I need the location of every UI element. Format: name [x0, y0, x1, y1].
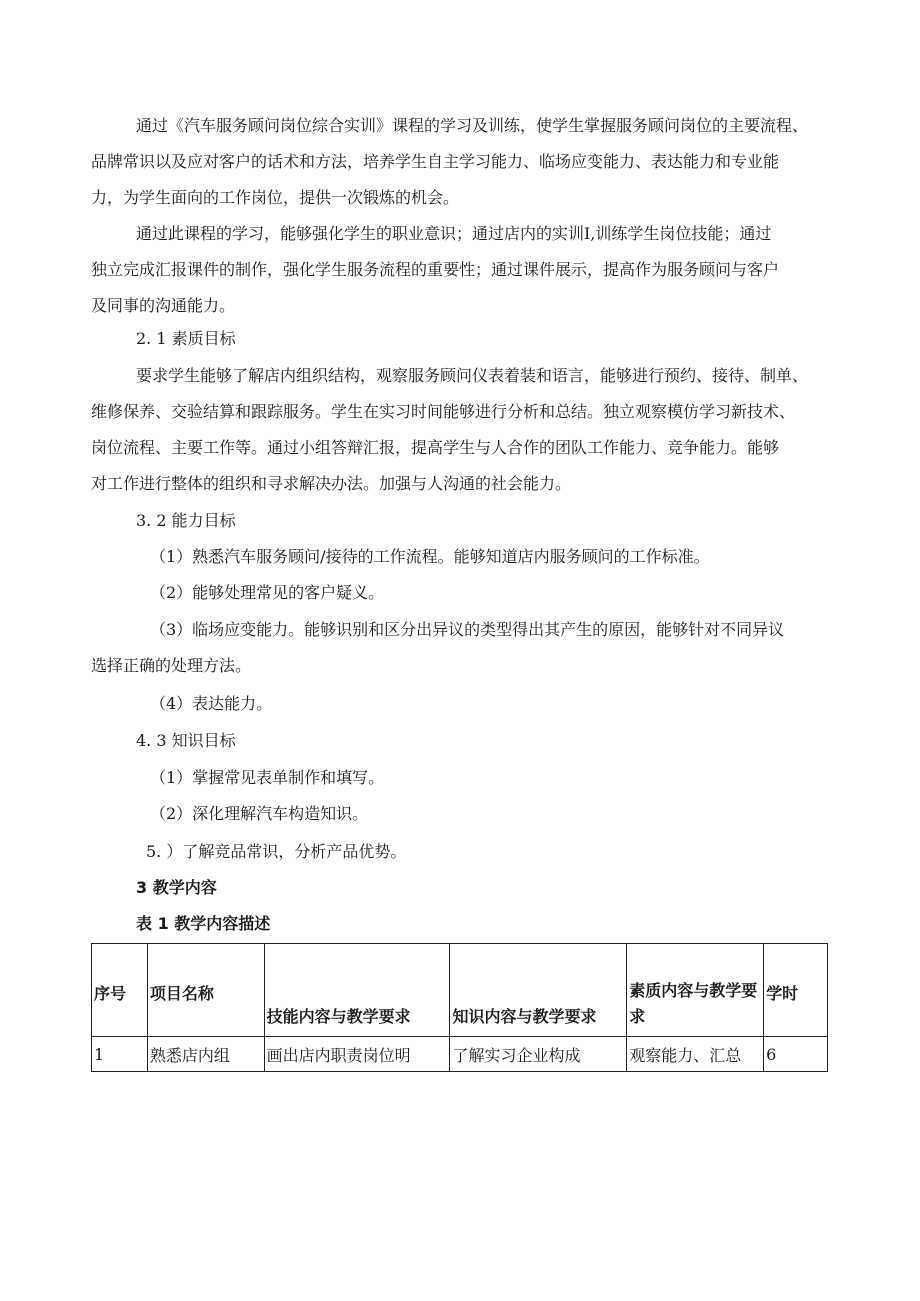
knowledge-item-1: （1）掌握常见表单制作和填写。 — [150, 768, 385, 787]
section-heading-teaching-content: 3 教学内容 — [136, 878, 217, 897]
heading-quality-goal: 2. 1 素质目标 — [136, 329, 236, 348]
paragraph-intro-line-2: 品牌常识以及应对客户的话术和方法，培养学生自主学习能力、临场应变能力、表达能力和专业能 — [91, 152, 780, 171]
cell-hours: 6 — [764, 1037, 828, 1072]
table-row — [92, 1037, 828, 1072]
knowledge-item-5: 5. ）了解竞品常识，分析产品优势。 — [146, 842, 407, 861]
paragraph-quality-line-3: 岗位流程、主要工作等。通过小组答辩汇报，提高学生与人合作的团队工作能力、竞争能力。能够 — [91, 438, 780, 457]
header-quality-content: 素质内容与教学要求 — [627, 944, 764, 1037]
header-project-name: 项目名称 — [147, 944, 264, 1037]
header-skill-content: 技能内容与教学要求 — [264, 944, 450, 1037]
cell-quality-content: 观察能力、汇总 — [627, 1037, 764, 1072]
ability-item-1: （1）熟悉汽车服务顾问/接待的工作流程。能够知道店内服务顾问的工作标准。 — [150, 547, 710, 566]
heading-ability-goal: 3. 2 能力目标 — [136, 511, 236, 530]
table-header-row — [92, 944, 828, 1037]
paragraph-quality-line-4: 对工作进行整体的组织和寻求解决办法。加强与人沟通的社会能力。 — [91, 474, 572, 493]
cell-index: 1 — [92, 1037, 148, 1072]
paragraph-goal-line-1: 通过此课程的学习，能够强化学生的职业意识；通过店内的实训I,训练学生岗位技能；通过 — [136, 224, 772, 243]
teaching-content-table — [91, 943, 828, 1072]
cell-knowledge-content: 了解实习企业构成 — [450, 1037, 627, 1072]
ability-item-3-line-2: 选择正确的处理方法。 — [91, 656, 252, 675]
ability-item-2: （2）能够处理常见的客户疑义。 — [150, 583, 385, 602]
header-index: 序号 — [92, 944, 148, 1037]
header-knowledge-content: 知识内容与教学要求 — [450, 944, 627, 1037]
table-caption: 表 1 教学内容描述 — [136, 914, 271, 933]
paragraph-goal-line-2: 独立完成汇报课件的制作，强化学生服务流程的重要性；通过课件展示，提高作为服务顾问与客户 — [91, 260, 780, 279]
paragraph-quality-line-1: 要求学生能够了解店内组织结构，观察服务顾问仪表着装和语言，能够进行预约、接待、制单、 — [136, 366, 809, 385]
ability-item-4: （4）表达能力。 — [150, 694, 273, 713]
paragraph-intro-line-1: 通过《汽车服务顾问岗位综合实训》课程的学习及训练，使学生掌握服务顾问岗位的主要流程、 — [136, 116, 809, 135]
paragraph-quality-line-2: 维修保养、交验结算和跟踪服务。学生在实习时间能够进行分析和总结。独立观察模仿学习新技术、 — [91, 402, 796, 421]
heading-knowledge-goal: 4. 3 知识目标 — [136, 731, 236, 750]
header-hours: 学时 — [764, 944, 828, 1037]
ability-item-3-line-1: （3）临场应变能力。能够识别和区分出异议的类型得出其产生的原因，能够针对不同异议 — [150, 620, 785, 639]
paragraph-goal-line-3: 及同事的沟通能力。 — [91, 296, 236, 315]
knowledge-item-2: （2）深化理解汽车构造知识。 — [150, 804, 369, 823]
cell-project-name: 熟悉店内组 — [147, 1037, 264, 1072]
cell-skill-content: 画出店内职责岗位明 — [264, 1037, 450, 1072]
paragraph-intro-line-3: 力，为学生面向的工作岗位，提供一次锻炼的机会。 — [91, 188, 460, 207]
